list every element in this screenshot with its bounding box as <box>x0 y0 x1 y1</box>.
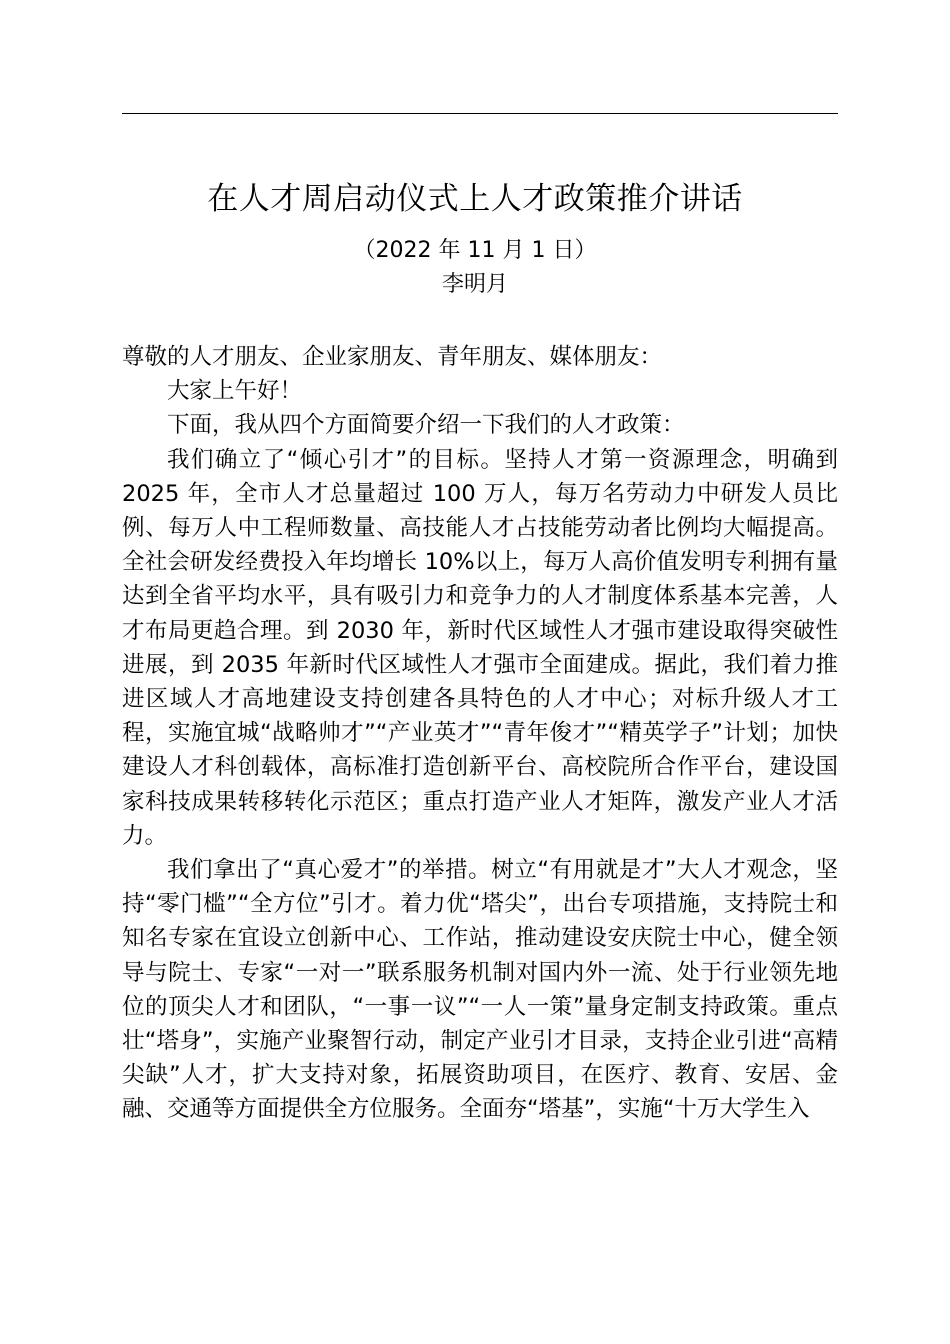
paragraph-measures: 我们拿出了“真心爱才”的举措。树立“有用就是才”大人才观念，坚持“零门槛”“全方位”引才。着力优“塔尖”，出台专项措施，支持院士和知名专家在宜设立创新中心、工作站，推动建设安庆院士中心，健全领导与院士、专家“一对一”联系服务机制对国内外一流、处于行业领先地位的顶尖人才和团队，“一事一议”“一人一策”量身定制支持政策。重点壮“塔身”，实施产业聚智行动，制定产业引才目录，支持企业引进“高精尖缺”人才，扩大支持对象，拓展资助项目，在医疗、教育、安居、金融、交通等方面提供全方位服务。全面夯“塔基”，实施“十万大学生入 <box>122 857 838 1123</box>
paragraph-intro: 下面，我从四个方面简要介绍一下我们的人才政策： <box>167 412 685 439</box>
speech-body <box>122 340 838 1127</box>
speech-date: （2022 年 11 月 1 日） <box>353 238 597 263</box>
speaker-name: 李明月 <box>441 272 508 297</box>
paragraph-greeting: 大家上午好！ <box>167 378 303 405</box>
header-rule <box>122 113 838 114</box>
page-title: 在人才周启动仪式上人才政策推介讲话 <box>207 181 743 217</box>
salutation: 尊敬的人才朋友、企业家朋友、青年朋友、媒体朋友： <box>122 344 663 370</box>
paragraph-goals: 我们确立了“倾心引才”的目标。坚持人才第一资源理念，明确到 2025 年，全市人才总量超过 100 万人，每万名劳动力中研发人员比例、每万人中工程师数量、高技能人才占技能劳动者比例均大幅提高。全社会研发经费投入年均增长 10%以上，每万人高价值发明专利拥有量达到全省平均水平，具有吸引力和竞争力的人才制度体系基本完善，人才布局更趋合理。到 2030 年，新时代区域性人才强市建设取得突破性进展，到 2035 年新时代区域性人才强市全面建成。据此，我们着力推进区域人才高地建设支持创建各具特色的人才中心；对标升级人才工程，实施宜城“战略帅才”“产业英才”“青年俊才”“精英学子”计划；加快建设人才科创载体，高标准打造创新平台、高校院所合作平台，建设国家科技成果转移转化示范区；重点打造产业人才矩阵，激发产业人才活力。 <box>122 446 838 849</box>
